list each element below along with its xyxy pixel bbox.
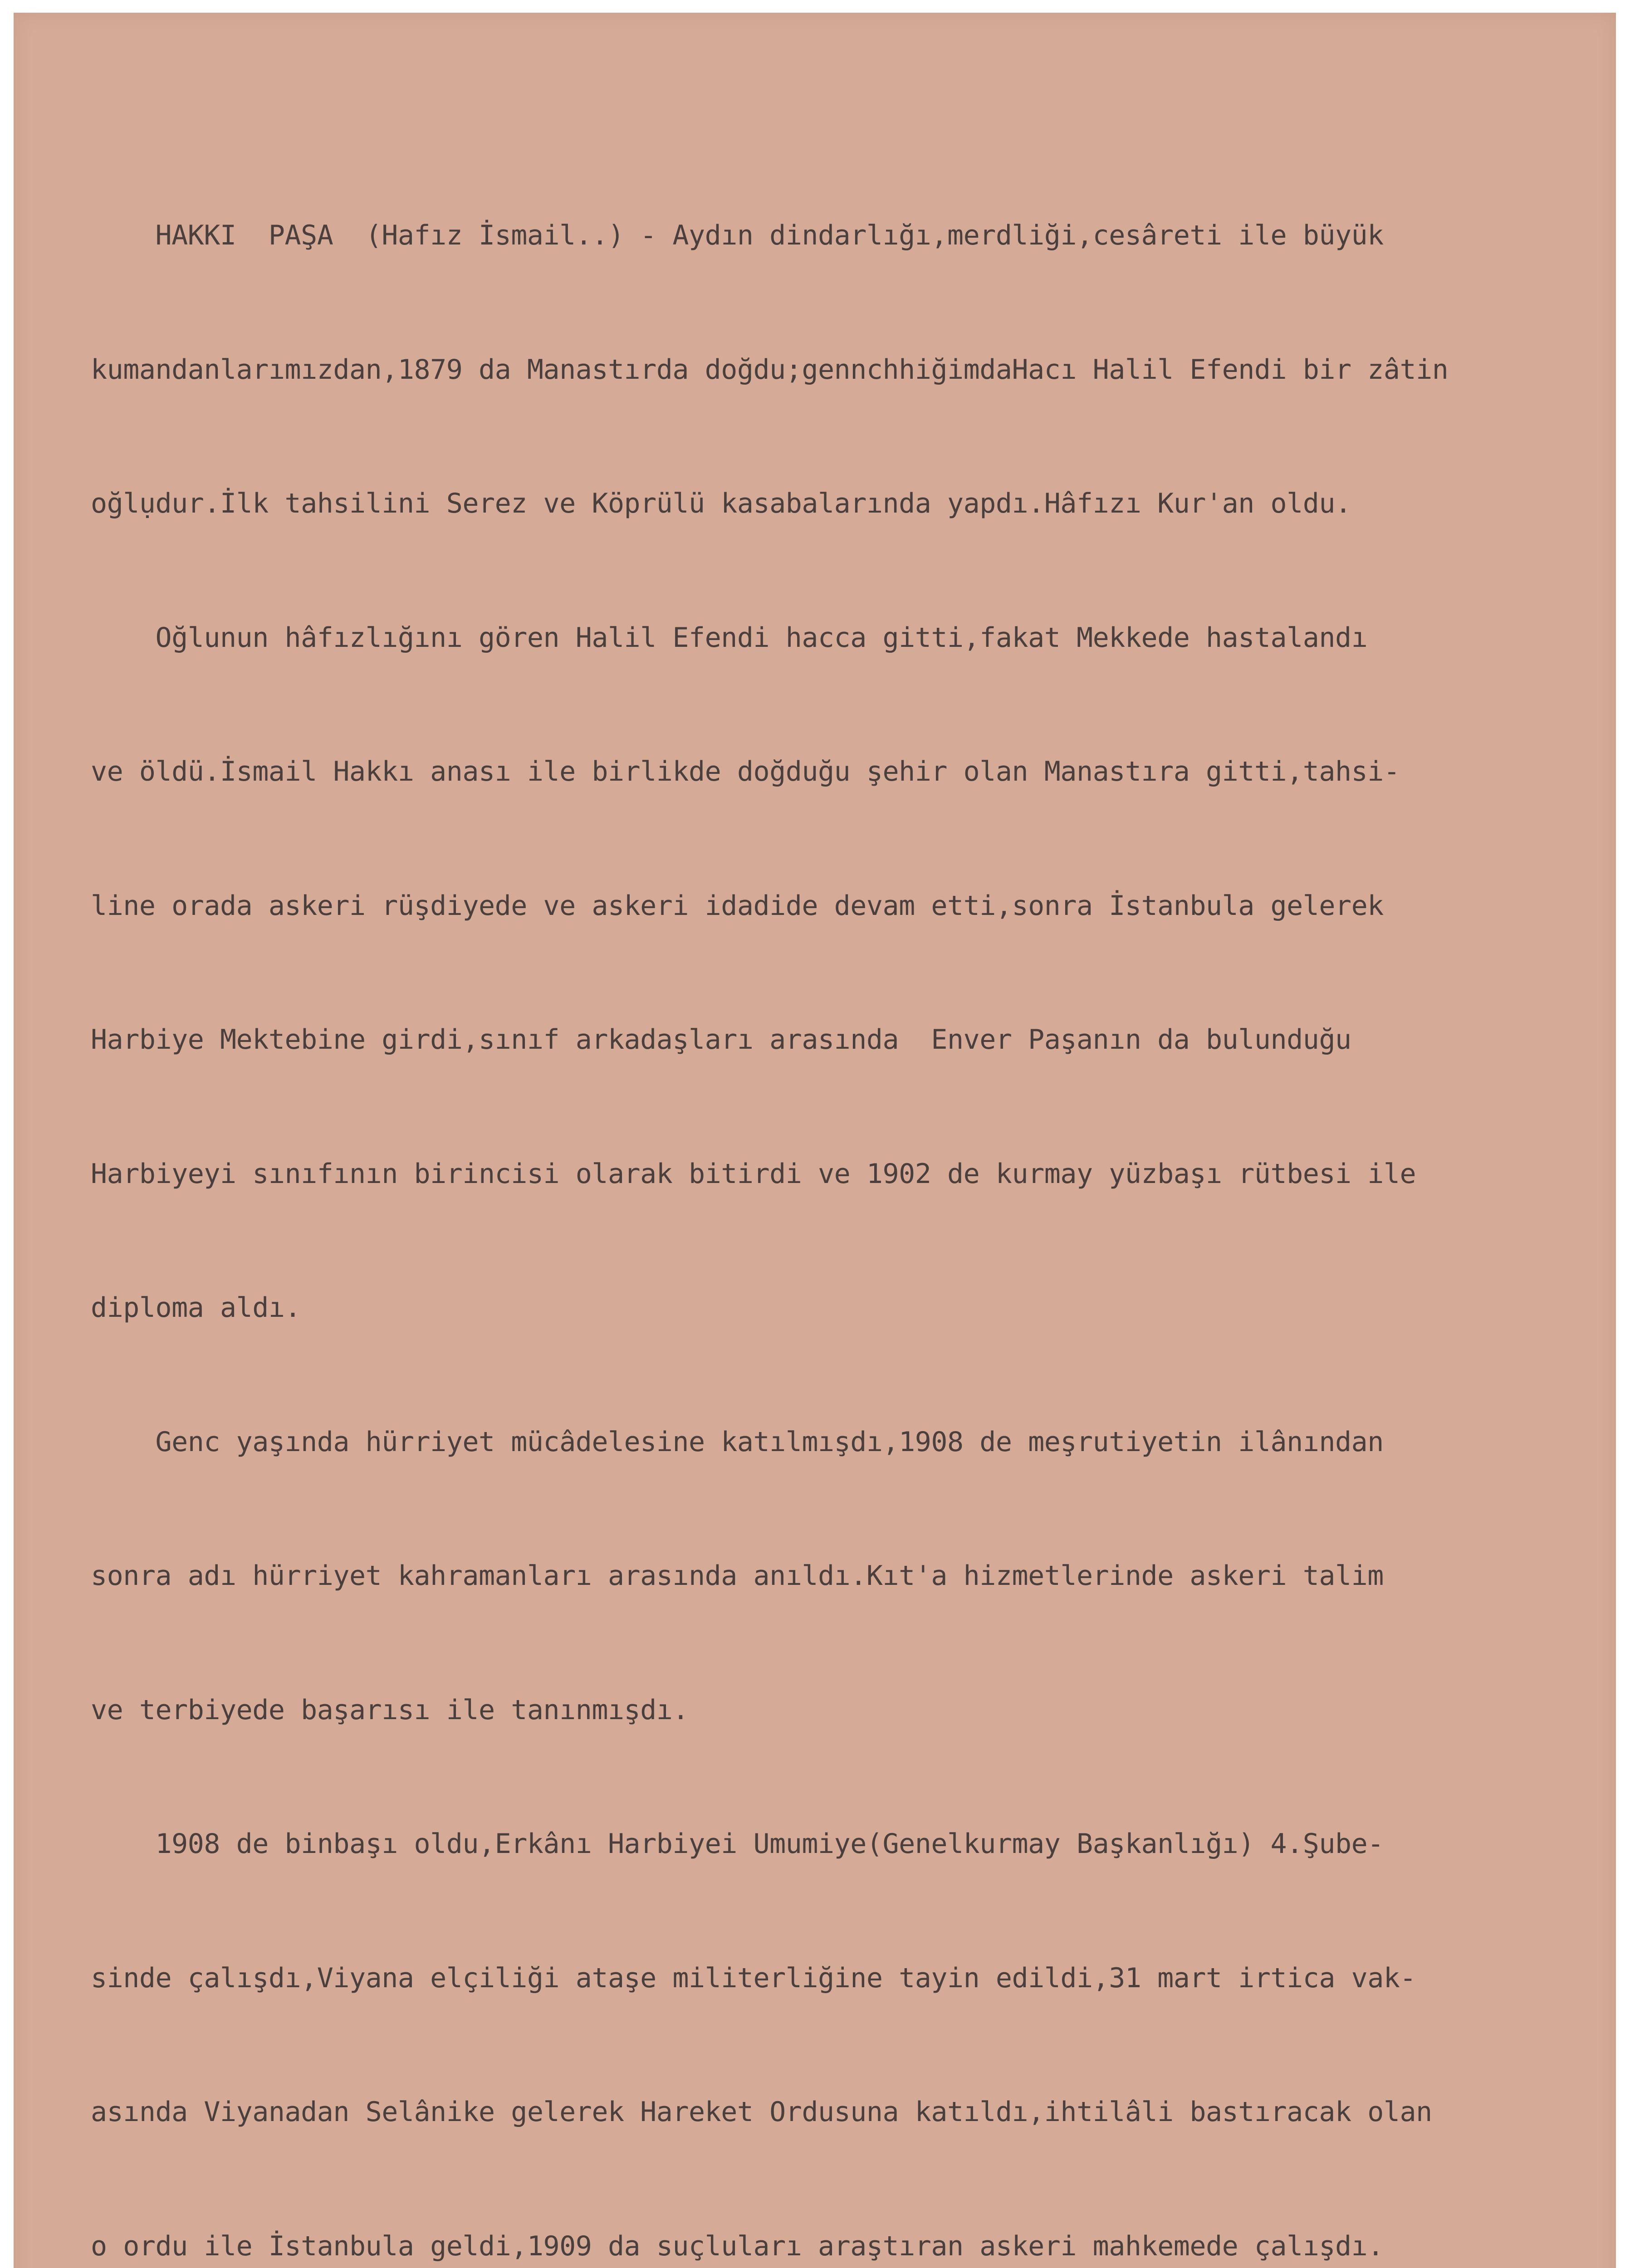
text-line-7: Harbiye Mektebine girdi,sınıf arkadaşları arasında Enver Paşanın da bulunduğu	[91, 1024, 1351, 1056]
text-line-3: oğlụdur.İlk tahsilini Serez ve Köprülü kasabalarında yapdı.Hâfızı Kur'an oldu.	[91, 488, 1351, 519]
text-line-5: ve öldü.İsmail Hakkı anası ile birlikde doğduğu şehir olan Manastıra gitti,tahsi-	[91, 756, 1400, 787]
text-line-16: o ordu ile İstanbula geldi,1909 da suçluları araştıran askeri mahkemede çalışdı.	[91, 2230, 1384, 2262]
text-line-13: 1908 de binbaşı oldu,Erkânı Harbiyei Umumiye(Genelkurmay Başkanlığı) 4.Şube-	[91, 1828, 1384, 1860]
text-line-8: Harbiyeyi sınıfının birincisi olarak bitirdi ve 1902 de kurmay yüzbaşı rütbesi ile	[91, 1158, 1416, 1190]
text-line-15: asında Viyanadan Selânike gelerek Hareket Ordusuna katıldı,ihtilâli bastıracak olan	[91, 2096, 1432, 2128]
text-line-1: HAKKI PAŞA (Hafız İsmail..) - Aydın dindarlığı,merdliği,cesâreti ile büyük	[91, 220, 1384, 251]
text-line-2: kumandanlarımızdan,1879 da Manastırda doğdu;gennchhiğimdaHacı Halil Efendi bir zâtin	[91, 353, 1449, 386]
text-line-6: line orada askeri rüşdiyede ve askeri idadide devam etti,sonra İstanbula gelerek	[91, 890, 1384, 922]
text-line-10: Genc yaşında hürriyet mücâdelesine katılmışdı,1908 de meşrutiyetin ilânından	[91, 1426, 1384, 1458]
text-line-9: diploma aldı.	[91, 1292, 301, 1324]
text-line-14: sinde çalışdı,Viyana elçiliği ataşe militerliğine tayin edildi,31 mart irtica vak-	[91, 1962, 1416, 1994]
text-line-4: Oğlunun hâfızlığını gören Halil Efendi hacca gitti,fakat Mekkede hastalandı	[91, 621, 1368, 654]
text-line-12: ve terbiyede başarısı ile tanınmışdı.	[91, 1694, 689, 1726]
typewritten-page	[14, 13, 1616, 2268]
text-line-11: sonra adı hürriyet kahramanları arasında anıldı.Kıt'a hizmetlerinde askeri talim	[91, 1560, 1384, 1592]
biography-text	[91, 124, 1624, 2268]
